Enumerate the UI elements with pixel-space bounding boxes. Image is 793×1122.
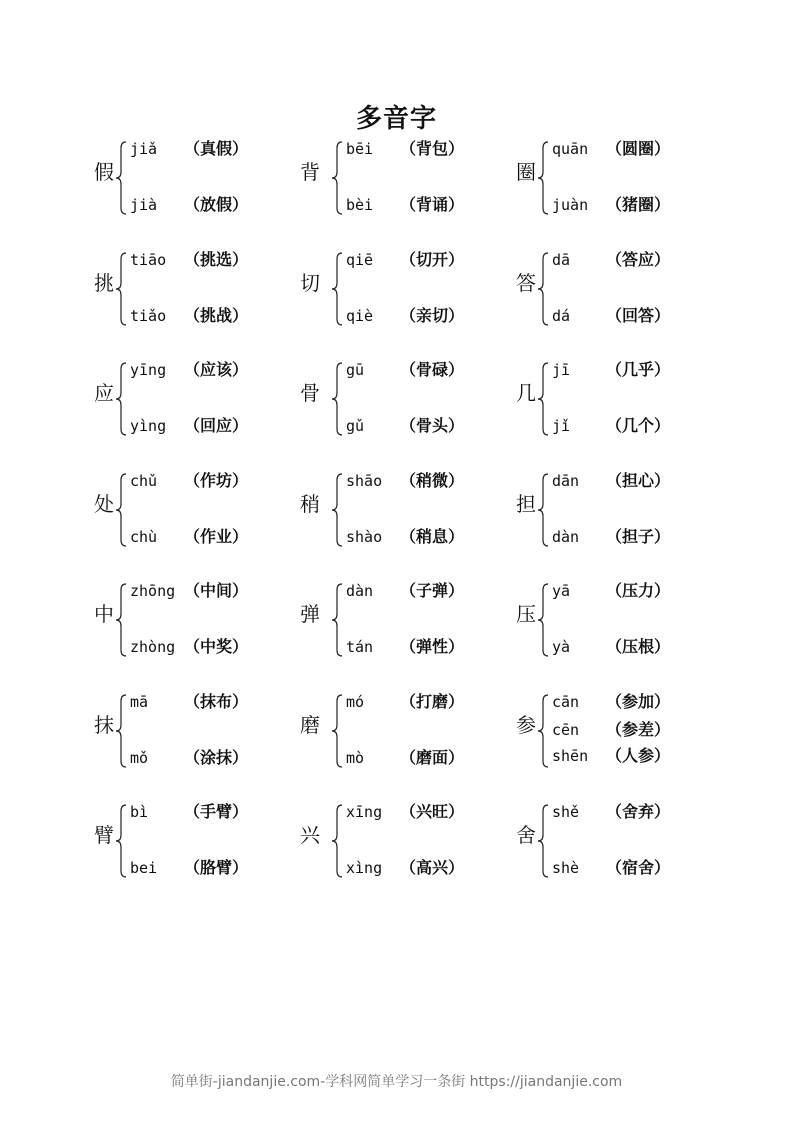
pinyin: dàn <box>346 582 374 600</box>
example-word: （压根） <box>606 637 671 656</box>
head-character: 处 <box>94 491 114 516</box>
pinyin: yà <box>552 638 571 656</box>
curly-brace-icon <box>330 803 344 879</box>
curly-brace-icon <box>114 361 128 437</box>
curly-brace-icon <box>330 140 344 216</box>
example-word: （兴旺） <box>400 802 465 821</box>
example-word: （骨头） <box>400 416 465 435</box>
example-word: （几乎） <box>606 360 671 379</box>
example-word: （亲切） <box>400 305 465 325</box>
pinyin: cān <box>552 692 580 711</box>
pinyin: dàn <box>552 527 580 546</box>
head-character: 抹 <box>94 712 114 737</box>
pinyin: gū <box>346 361 365 379</box>
polyphone-entry <box>94 580 294 660</box>
example-word: （子弹） <box>400 581 465 600</box>
head-character: 应 <box>94 381 114 405</box>
pinyin: tán <box>346 638 374 656</box>
pinyin: cēn <box>552 720 580 739</box>
example-word: （答应） <box>606 249 671 269</box>
curly-brace-icon <box>536 251 550 327</box>
example-word: （担心） <box>606 470 671 490</box>
head-character: 臂 <box>94 823 114 847</box>
curly-brace-icon <box>536 803 550 879</box>
head-character: 弹 <box>300 602 320 626</box>
example-word: （切开） <box>400 249 465 269</box>
pinyin: mó <box>346 692 365 711</box>
curly-brace-icon <box>330 361 344 437</box>
example-word: （压力） <box>606 581 671 600</box>
pinyin: dān <box>552 471 580 490</box>
head-character: 担 <box>516 491 536 516</box>
footer-watermark: 简单街-jiandanjie.com-学科网简单学习一条街 https://jiandanjie.com <box>170 1074 623 1090</box>
polyphone-entry <box>300 801 500 881</box>
example-word: （回应） <box>184 416 249 435</box>
curly-brace-icon <box>114 693 128 769</box>
example-word: （应该） <box>184 360 249 379</box>
polyphone-entry <box>94 359 294 439</box>
example-word: （弹性） <box>400 637 465 656</box>
polyphone-entry <box>300 580 500 660</box>
polyphone-entry <box>94 249 294 329</box>
example-word: （磨面） <box>400 747 465 767</box>
polyphone-entry <box>516 691 716 771</box>
head-character: 切 <box>300 270 320 295</box>
polyphone-entry <box>516 359 716 439</box>
example-word: （作坊） <box>184 470 249 490</box>
pinyin: jiǎ <box>130 140 158 158</box>
pinyin: bēi <box>346 140 374 158</box>
head-character: 圈 <box>516 160 536 184</box>
example-word: （参差） <box>606 719 671 739</box>
polyphone-entry <box>300 359 500 439</box>
example-word: （参加） <box>606 691 671 711</box>
pinyin: quān <box>552 140 589 158</box>
example-word: （中间） <box>184 581 249 600</box>
head-character: 挑 <box>94 270 114 295</box>
curly-brace-icon <box>536 582 550 658</box>
polyphone-entry <box>516 801 716 881</box>
curly-brace-icon <box>330 693 344 769</box>
example-word: （作业） <box>184 526 249 546</box>
example-word: （手臂） <box>184 802 249 821</box>
head-character: 磨 <box>300 712 320 737</box>
example-word: （背诵） <box>400 195 465 214</box>
pinyin: jī <box>552 361 571 379</box>
example-word: （抹布） <box>184 691 249 711</box>
curly-brace-icon <box>114 140 128 216</box>
head-character: 中 <box>94 602 114 626</box>
example-word: （稍息） <box>400 526 465 546</box>
head-character: 几 <box>516 381 536 405</box>
polyphone-entry <box>516 580 716 660</box>
head-character: 稍 <box>300 491 320 516</box>
example-word: （人参） <box>606 745 671 765</box>
example-word: （打磨） <box>400 691 465 711</box>
curly-brace-icon <box>536 693 550 769</box>
curly-brace-icon <box>330 472 344 548</box>
curly-brace-icon <box>330 251 344 327</box>
pinyin: qiè <box>346 306 374 325</box>
pinyin: tiǎo <box>130 306 167 325</box>
example-word: （放假） <box>184 195 249 214</box>
example-word: （中奖） <box>184 637 249 656</box>
curly-brace-icon <box>330 582 344 658</box>
example-word: （回答） <box>606 305 671 325</box>
pinyin: gǔ <box>346 417 365 435</box>
head-character: 兴 <box>300 823 320 847</box>
curly-brace-icon <box>536 361 550 437</box>
example-word: （真假） <box>184 139 249 158</box>
pinyin: shào <box>346 527 383 546</box>
curly-brace-icon <box>536 472 550 548</box>
pinyin: shāo <box>346 471 383 490</box>
pinyin: chǔ <box>130 471 158 490</box>
pinyin: chù <box>130 527 158 546</box>
head-character: 假 <box>94 160 114 184</box>
pinyin: yìng <box>130 417 167 435</box>
curly-brace-icon <box>114 582 128 658</box>
head-character: 骨 <box>300 381 320 405</box>
pinyin: shè <box>552 859 580 877</box>
pinyin: qiē <box>346 250 374 269</box>
polyphone-entry <box>94 801 294 881</box>
example-word: （骨碌） <box>400 360 465 379</box>
polyphone-entry <box>300 691 500 771</box>
example-word: （挑战） <box>184 305 249 325</box>
pinyin: tiāo <box>130 250 167 269</box>
polyphone-entry <box>516 138 716 218</box>
polyphone-entry <box>300 138 500 218</box>
head-character: 压 <box>516 602 536 626</box>
pinyin: mò <box>346 748 365 767</box>
polyphone-entry <box>94 138 294 218</box>
pinyin: dá <box>552 306 571 325</box>
polyphone-entry <box>516 470 716 550</box>
head-character: 背 <box>300 160 320 184</box>
pinyin: mā <box>130 692 149 711</box>
pinyin: yā <box>552 582 571 600</box>
page-title: 多音字 <box>355 104 437 134</box>
example-word: （高兴） <box>400 858 465 877</box>
example-word: （舍弃） <box>606 802 671 821</box>
example-word: （挑选） <box>184 249 249 269</box>
example-word: （宿舍） <box>606 858 671 877</box>
head-character: 答 <box>516 270 536 295</box>
example-word: （担子） <box>606 526 671 546</box>
pinyin: bì <box>130 803 149 821</box>
polyphone-entry <box>516 249 716 329</box>
pinyin: jǐ <box>552 417 571 435</box>
polyphone-entry <box>300 470 500 550</box>
pinyin: bei <box>130 859 158 877</box>
head-character: 舍 <box>516 823 536 847</box>
curly-brace-icon <box>114 803 128 879</box>
pinyin: shě <box>552 803 580 821</box>
example-word: （背包） <box>400 139 465 158</box>
example-word: （几个） <box>606 416 671 435</box>
example-word: （稍微） <box>400 470 465 490</box>
polyphone-entry <box>300 249 500 329</box>
pinyin: bèi <box>346 196 374 214</box>
curly-brace-icon <box>114 251 128 327</box>
pinyin: jià <box>130 196 158 214</box>
example-word: （猪圈） <box>606 195 671 214</box>
polyphone-entry <box>94 691 294 771</box>
pinyin: xìng <box>346 859 383 877</box>
curly-brace-icon <box>536 140 550 216</box>
example-word: （胳臂） <box>184 858 249 877</box>
pinyin: mǒ <box>130 748 149 767</box>
polyphone-entry <box>94 470 294 550</box>
pinyin: zhōng <box>130 582 176 600</box>
pinyin: shēn <box>552 746 589 765</box>
example-word: （涂抹） <box>184 747 249 767</box>
pinyin: dā <box>552 250 571 269</box>
pinyin: juàn <box>552 196 589 214</box>
pinyin: xīng <box>346 803 383 821</box>
pinyin: zhòng <box>130 638 176 656</box>
curly-brace-icon <box>114 472 128 548</box>
head-character: 参 <box>516 712 536 737</box>
pinyin: yīng <box>130 361 167 379</box>
example-word: （圆圈） <box>606 139 671 158</box>
